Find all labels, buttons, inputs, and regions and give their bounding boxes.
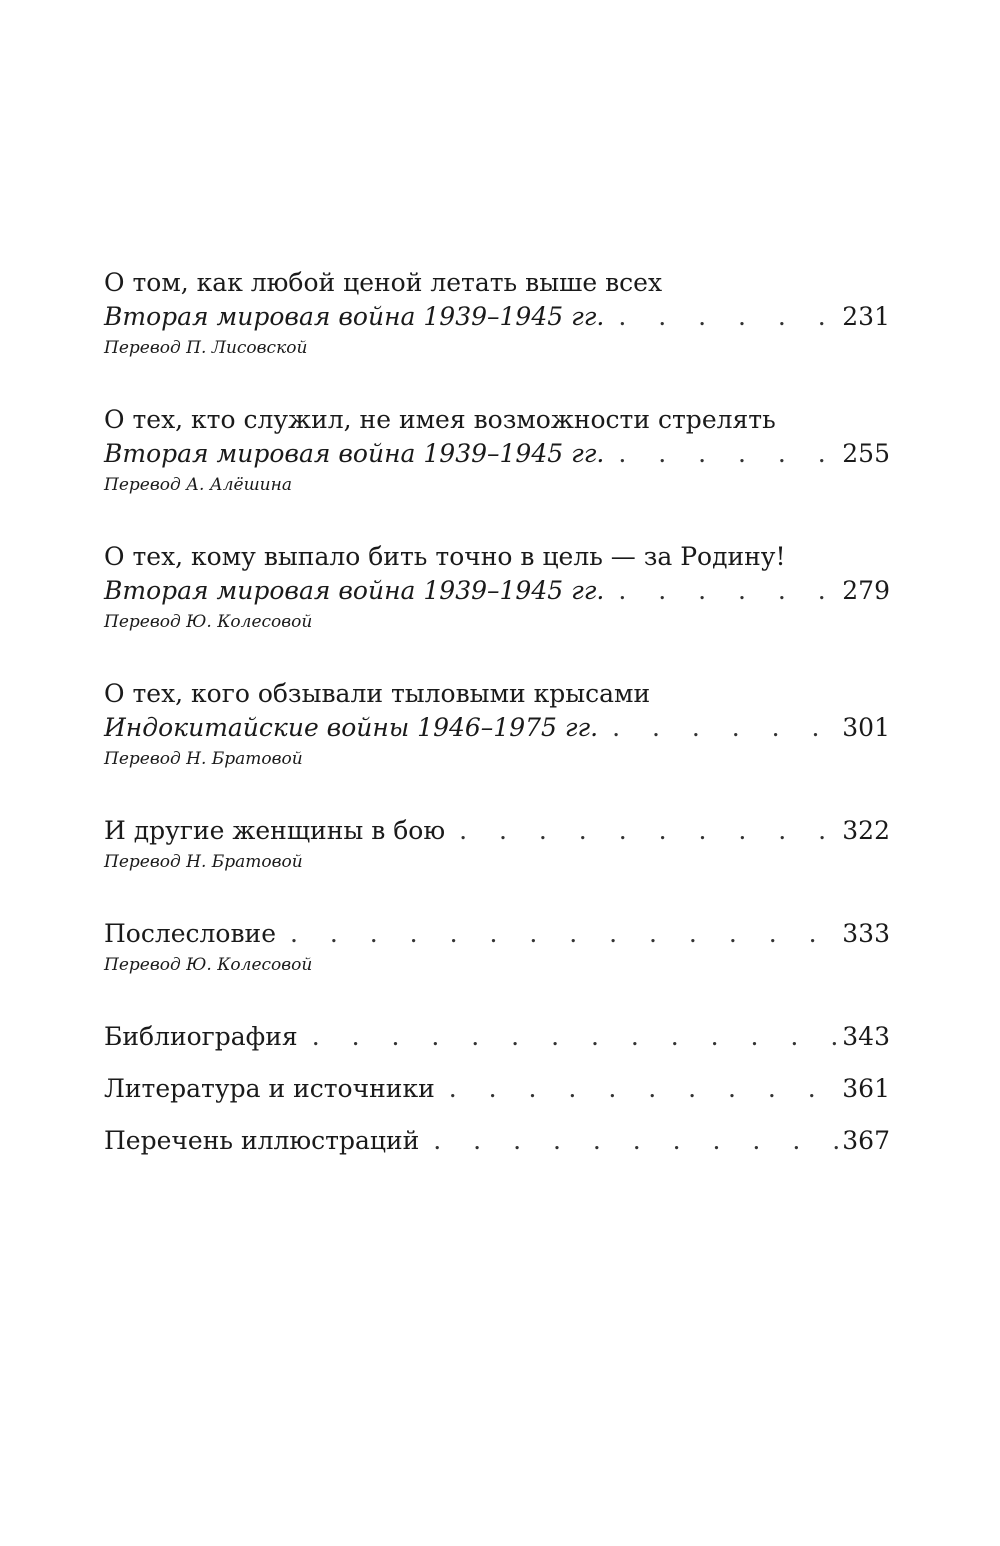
entry-title: Библиография	[104, 1022, 298, 1051]
entry-title: О том, как любой ценой летать выше всех	[104, 268, 663, 297]
translator-credit: Перевод Н. Братовой	[104, 852, 303, 872]
page-number: 231	[842, 302, 890, 331]
toc-entry-bibliography[interactable]	[104, 1020, 890, 1054]
dot-leader	[276, 917, 842, 951]
toc-entry	[104, 814, 890, 874]
entry-title: И другие женщины в бою	[104, 816, 446, 845]
entry-subtitle-line[interactable]	[104, 437, 890, 471]
translator-credit: Перевод Н. Братовой	[104, 749, 303, 769]
entry-title: Перечень иллюстраций	[104, 1126, 420, 1155]
toc-entry	[104, 266, 890, 360]
entry-title: О тех, кому выпало бить точно в цель — за Родину!	[104, 542, 786, 571]
entry-subtitle: Вторая мировая война 1939–1945 гг.	[104, 576, 605, 605]
table-of-contents	[104, 266, 890, 1176]
entry-title-line[interactable]	[104, 917, 890, 951]
entry-subtitle: Индокитайские войны 1946–1975 гг.	[104, 713, 599, 742]
page-number: 301	[842, 713, 890, 742]
page-number: 333	[842, 919, 890, 948]
page-number: 343	[842, 1022, 890, 1051]
entry-subtitle: Вторая мировая война 1939–1945 гг.	[104, 302, 605, 331]
page-number: 361	[842, 1074, 890, 1103]
dot-leader	[445, 814, 842, 848]
toc-entry	[104, 917, 890, 977]
entry-subtitle-line[interactable]	[104, 300, 890, 334]
toc-entry	[104, 540, 890, 634]
page-number: 367	[842, 1126, 890, 1155]
dot-leader	[435, 1072, 843, 1106]
entry-title: О тех, кто служил, не имея возможности стрелять	[104, 405, 776, 434]
translator-credit: Перевод А. Алёшина	[104, 475, 292, 495]
toc-entry	[104, 403, 890, 497]
dot-leader	[604, 574, 842, 608]
entry-title-line[interactable]	[104, 814, 890, 848]
back-matter	[104, 1020, 890, 1158]
toc-entry	[104, 677, 890, 771]
page-number: 255	[842, 439, 890, 468]
entry-title: Литература и источники	[104, 1074, 435, 1103]
dot-leader	[419, 1124, 842, 1158]
dot-leader	[598, 711, 842, 745]
page-number: 279	[842, 576, 890, 605]
translator-credit: Перевод Ю. Колесовой	[104, 612, 313, 632]
dot-leader	[604, 437, 842, 471]
entry-title: Послесловие	[104, 919, 276, 948]
toc-entry-literature[interactable]	[104, 1072, 890, 1106]
toc-entry-illustrations[interactable]	[104, 1124, 890, 1158]
page-number: 322	[842, 816, 890, 845]
dot-leader	[604, 300, 842, 334]
entry-title: О тех, кого обзывали тыловыми крысами	[104, 679, 651, 708]
translator-credit: Перевод П. Лисовской	[104, 338, 308, 358]
dot-leader	[298, 1020, 843, 1054]
entry-subtitle-line[interactable]	[104, 574, 890, 608]
entry-subtitle: Вторая мировая война 1939–1945 гг.	[104, 439, 605, 468]
entry-subtitle-line[interactable]	[104, 711, 890, 745]
translator-credit: Перевод Ю. Колесовой	[104, 955, 313, 975]
